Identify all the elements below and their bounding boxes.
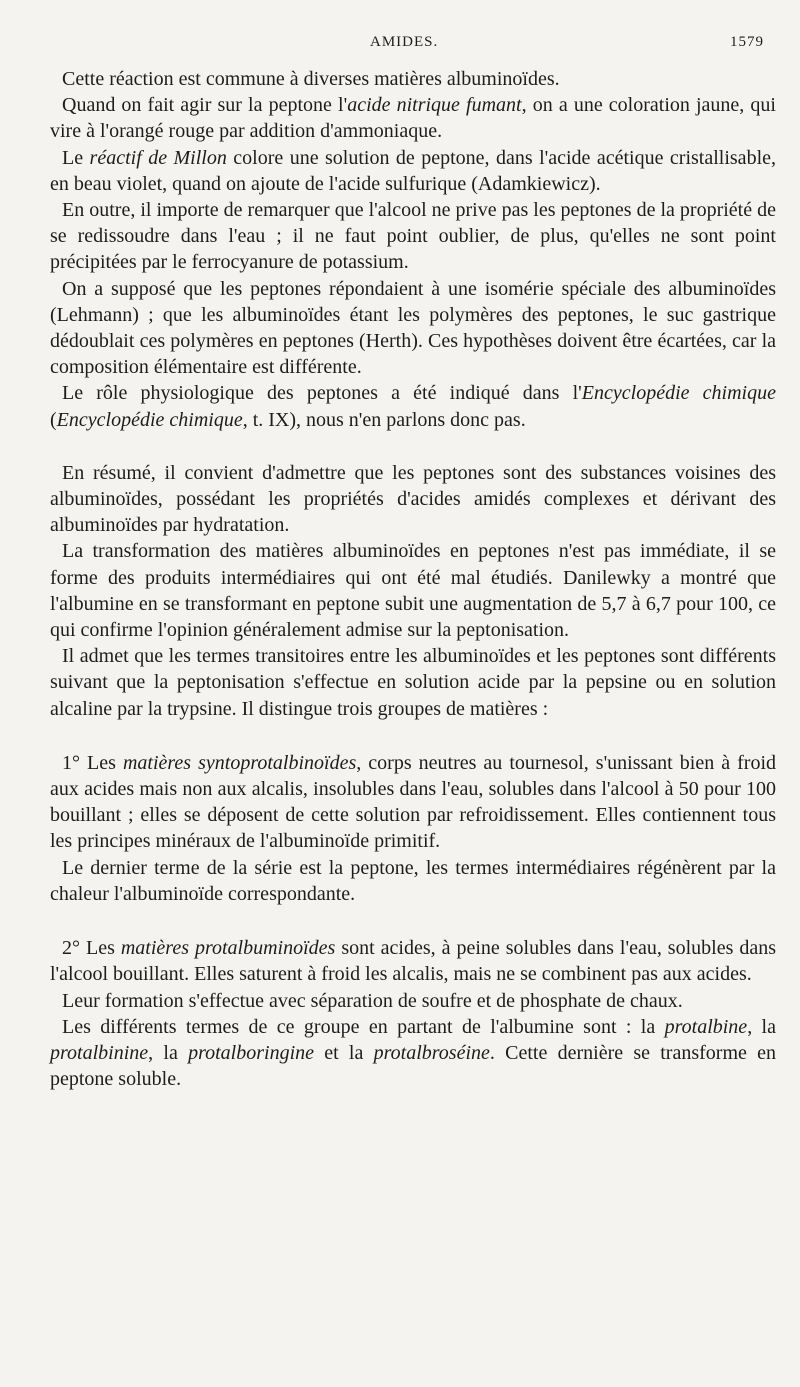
paragraph [50, 66, 776, 92]
paragraph [50, 145, 776, 197]
italic-term: protalboringine [188, 1041, 315, 1064]
text-run: Le [62, 146, 90, 169]
text-run: On a supposé que les peptones répondaient à une isomérie spéciale des albuminoïdes (Lehmann) ; que les albuminoïdes étant les polymères des peptones, le suc gastrique dédoublait ces polymères en peptones (Herth). Ces hypothèses doivent être écartées, car la composition élémentaire est différente. [50, 277, 776, 379]
text-run: et la [314, 1041, 374, 1064]
italic-term: réactif de Millon [89, 146, 227, 169]
italic-term: protalbine [664, 1015, 748, 1038]
paragraph [50, 92, 776, 144]
text-run: . Cette dernière se transforme en peptone soluble. [50, 1041, 776, 1091]
text-run: Le dernier terme de la série est la peptone, les termes intermédiaires régénèrent par la chaleur l'albuminoïde correspondante. [50, 856, 776, 905]
paragraph [50, 1014, 776, 1093]
italic-term: acide nitrique fumant [347, 94, 522, 117]
text-run: , la [148, 1041, 189, 1064]
text-run: , corps neutres au tournesol, s'unissant bien à froid aux acides mais non aux alcalis, insolubles dans l'eau, solubles dans l'alcool à 50 pour 100 bouillant ; elles se déposent de cette solution par refroidissement. Elles contiennent tous les principes minéraux de l'albuminoïde primitif. [50, 751, 777, 853]
text-run: Cette réaction est commune à diverses matières albuminoïdes. [62, 68, 560, 90]
italic-term: Encyclopédie chimique [56, 408, 243, 431]
paragraph [50, 197, 776, 276]
page-header [0, 34, 800, 58]
text-run: Le rôle physiologique des peptones a été indiqué dans l' [62, 382, 582, 405]
paragraph [50, 855, 776, 907]
text-run: En résumé, il convient d'admettre que les peptones sont des substances voisines des albuminoïdes, possédant les propriétés d'acides amidés complexes et dérivant des albuminoïdes par hydratation. [50, 461, 776, 537]
italic-term: matières protalbuminoïdes [120, 937, 336, 960]
paragraph [50, 935, 776, 987]
paragraph [50, 538, 776, 643]
italic-term: protalbinine [50, 1041, 149, 1064]
text-run: En outre, il importe de remarquer que l'alcool ne prive pas les peptones de la propriété de se redissoudre dans l'eau ; il ne faut point oublier, de plus, qu'elles ne sont point précipitées par le ferrocyanure de potassium. [50, 199, 776, 274]
text-run: , t. IX), nous n'en parlons donc pas. [242, 408, 526, 431]
text-run: sont acides, à peine solubles dans l'eau, solubles dans l'alcool bouillant. Elles saturent à froid les alcalis, mais ne se combinent pas aux acides. [50, 937, 777, 986]
paragraph [50, 380, 776, 432]
paragraph [50, 276, 776, 381]
italic-term: Encyclopédie chimique [581, 382, 776, 405]
text-run: Il admet que les termes transitoires entre les albuminoïdes et les peptones sont différents suivant que la peptonisation s'effectue en solution acide par la pepsine ou en solution alcaline par la trypsine. Il distingue trois groupes de matières : [50, 645, 776, 720]
text-run: colore une solution de peptone, dans l'acide acétique cristallisable, en beau violet, quand on ajoute de l'acide sulfurique (Adamkiewicz). [50, 146, 776, 195]
text-run: ( [50, 408, 57, 431]
page-body [50, 66, 776, 1092]
italic-term: protalbroséine [373, 1041, 490, 1064]
text-run: Quand on fait agir sur la peptone l' [62, 94, 348, 117]
paragraph [50, 643, 776, 722]
text-run: 1° Les [62, 751, 123, 774]
text-run: 2° Les [62, 937, 121, 960]
paragraph [50, 460, 776, 539]
text-run: Leur formation s'effectue avec séparation de soufre et de phosphate de chaux. [62, 989, 683, 1012]
running-title: AMIDES. [370, 34, 439, 50]
text-run: , la [747, 1015, 776, 1038]
page-number: 1579 [730, 34, 764, 50]
text-run: , on a une coloration jaune, qui vire à l'orangé rouge par addition d'ammoniaque. [50, 94, 776, 143]
text-run: La transformation des matières albuminoïdes en peptones n'est pas immédiate, il se forme des produits intermédiaires qui ont été mal étudiés. Danilewky a montré que l'albumine en se transformant en peptone subit une augmentation de 5,7 à 6,7 pour 100, ce qui confirme l'opinion généralement admise sur la peptonisation. [50, 540, 776, 642]
text-run: Les différents termes de ce groupe en partant de l'albumine sont : la [62, 1015, 665, 1038]
italic-term: matières syntoprotalbinoïdes [122, 751, 357, 774]
paragraph [50, 750, 776, 855]
paragraph [50, 988, 776, 1014]
